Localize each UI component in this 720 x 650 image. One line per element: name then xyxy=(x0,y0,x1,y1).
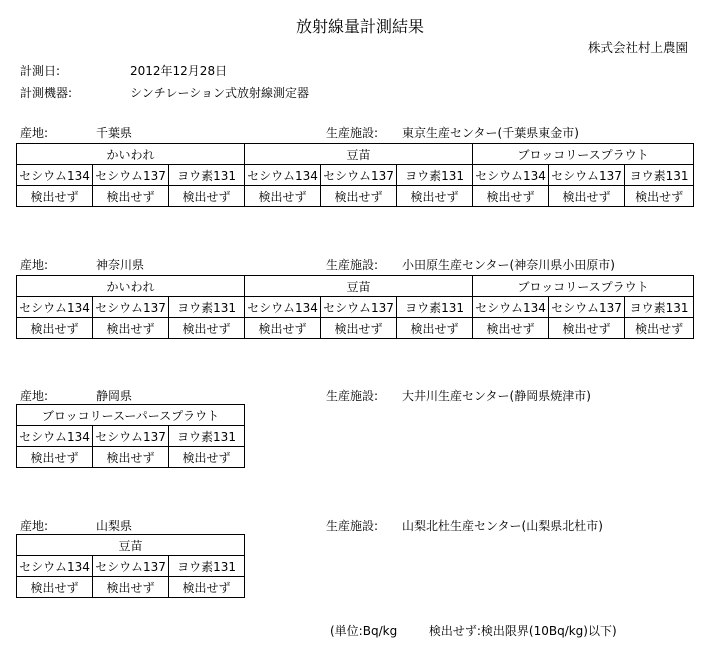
result-cell: 検出せず xyxy=(245,186,321,207)
isotope-header: ヨウ素131 xyxy=(169,556,245,577)
facility-label: 生産施設: xyxy=(326,519,379,533)
result-cell: 検出せず xyxy=(93,186,169,207)
facility-value: 大井川生産センター(静岡県焼津市) xyxy=(402,389,591,403)
isotope-header: セシウム134 xyxy=(17,165,93,186)
isotope-header: セシウム137 xyxy=(93,556,169,577)
origin-label: 産地: xyxy=(20,519,49,533)
measurement-date-value: 2012年12月28日 xyxy=(130,64,228,78)
product-header: 豆苗 xyxy=(17,535,245,556)
origin-value: 山梨県 xyxy=(96,519,133,533)
isotope-header: セシウム134 xyxy=(17,426,93,447)
result-cell: 検出せず xyxy=(625,318,694,339)
result-cell: 検出せず xyxy=(397,318,473,339)
product-header: 豆苗 xyxy=(245,144,473,165)
isotope-header: ヨウ素131 xyxy=(169,426,245,447)
results-table-shizuoka xyxy=(16,404,245,468)
isotope-header: セシウム137 xyxy=(93,297,169,318)
product-header: 豆苗 xyxy=(245,276,473,297)
company-name: 株式会社村上農園 xyxy=(587,40,688,55)
page-title: 放射線量計測結果 xyxy=(295,17,424,36)
result-cell: 検出せず xyxy=(321,318,397,339)
isotope-header: セシウム134 xyxy=(245,297,321,318)
result-cell: 検出せず xyxy=(625,186,694,207)
facility-value: 山梨北杜生産センター(山梨県北杜市) xyxy=(402,519,603,533)
isotope-header: セシウム137 xyxy=(93,165,169,186)
measurement-date-label: 計測日: xyxy=(20,64,61,78)
result-cell: 検出せず xyxy=(93,447,169,468)
facility-value: 小田原生産センター(神奈川県小田原市) xyxy=(402,258,615,272)
origin-label: 産地: xyxy=(20,126,49,140)
result-cell: 検出せず xyxy=(549,186,625,207)
isotope-header: セシウム137 xyxy=(321,165,397,186)
result-cell: 検出せず xyxy=(397,186,473,207)
isotope-header: セシウム137 xyxy=(549,297,625,318)
results-table-chiba xyxy=(16,143,694,207)
product-header: ブロッコリースプラウト xyxy=(473,144,694,165)
isotope-header: セシウム134 xyxy=(17,297,93,318)
result-cell: 検出せず xyxy=(245,318,321,339)
result-cell: 検出せず xyxy=(473,318,549,339)
result-cell: 検出せず xyxy=(169,447,245,468)
isotope-header: セシウム134 xyxy=(473,165,549,186)
result-cell: 検出せず xyxy=(169,318,245,339)
result-cell: 検出せず xyxy=(17,186,93,207)
isotope-header: ヨウ素131 xyxy=(625,297,694,318)
result-cell: 検出せず xyxy=(93,318,169,339)
facility-label: 生産施設: xyxy=(326,258,379,272)
result-cell: 検出せず xyxy=(321,186,397,207)
isotope-header: セシウム137 xyxy=(93,426,169,447)
isotope-header: ヨウ素131 xyxy=(169,165,245,186)
facility-label: 生産施設: xyxy=(326,126,379,140)
isotope-header: セシウム134 xyxy=(245,165,321,186)
facility-label: 生産施設: xyxy=(326,389,379,403)
isotope-header: ヨウ素131 xyxy=(397,165,473,186)
results-table-kanagawa xyxy=(16,275,694,339)
isotope-header: ヨウ素131 xyxy=(169,297,245,318)
result-cell: 検出せず xyxy=(169,577,245,598)
measurement-device-label: 計測機器: xyxy=(20,86,73,100)
result-cell: 検出せず xyxy=(17,577,93,598)
product-header: ブロッコリースーパースプラウト xyxy=(17,405,245,426)
detection-limit-note: 検出せず:検出限界(10Bq/kg)以下) xyxy=(428,624,617,638)
isotope-header: セシウム137 xyxy=(549,165,625,186)
measurement-device-value: シンチレーション式放射線測定器 xyxy=(130,86,309,100)
product-header: かいわれ xyxy=(17,276,245,297)
facility-value: 東京生産センター(千葉県東金市) xyxy=(402,126,579,140)
isotope-header: セシウム137 xyxy=(321,297,397,318)
results-table-yamanashi xyxy=(16,534,245,598)
result-cell: 検出せず xyxy=(473,186,549,207)
product-header: かいわれ xyxy=(17,144,245,165)
result-cell: 検出せず xyxy=(93,577,169,598)
isotope-header: ヨウ素131 xyxy=(625,165,694,186)
origin-value: 神奈川県 xyxy=(96,258,145,272)
footer-note xyxy=(330,622,617,639)
product-header: ブロッコリースプラウト xyxy=(473,276,694,297)
unit-note: (単位:Bq/kg xyxy=(330,624,398,638)
origin-label: 産地: xyxy=(20,258,49,272)
result-cell: 検出せず xyxy=(17,447,93,468)
isotope-header: ヨウ素131 xyxy=(397,297,473,318)
result-cell: 検出せず xyxy=(169,186,245,207)
origin-value: 千葉県 xyxy=(96,126,133,140)
origin-label: 産地: xyxy=(20,389,49,403)
origin-value: 静岡県 xyxy=(96,389,133,403)
result-cell: 検出せず xyxy=(549,318,625,339)
isotope-header: セシウム134 xyxy=(17,556,93,577)
isotope-header: セシウム134 xyxy=(473,297,549,318)
result-cell: 検出せず xyxy=(17,318,93,339)
